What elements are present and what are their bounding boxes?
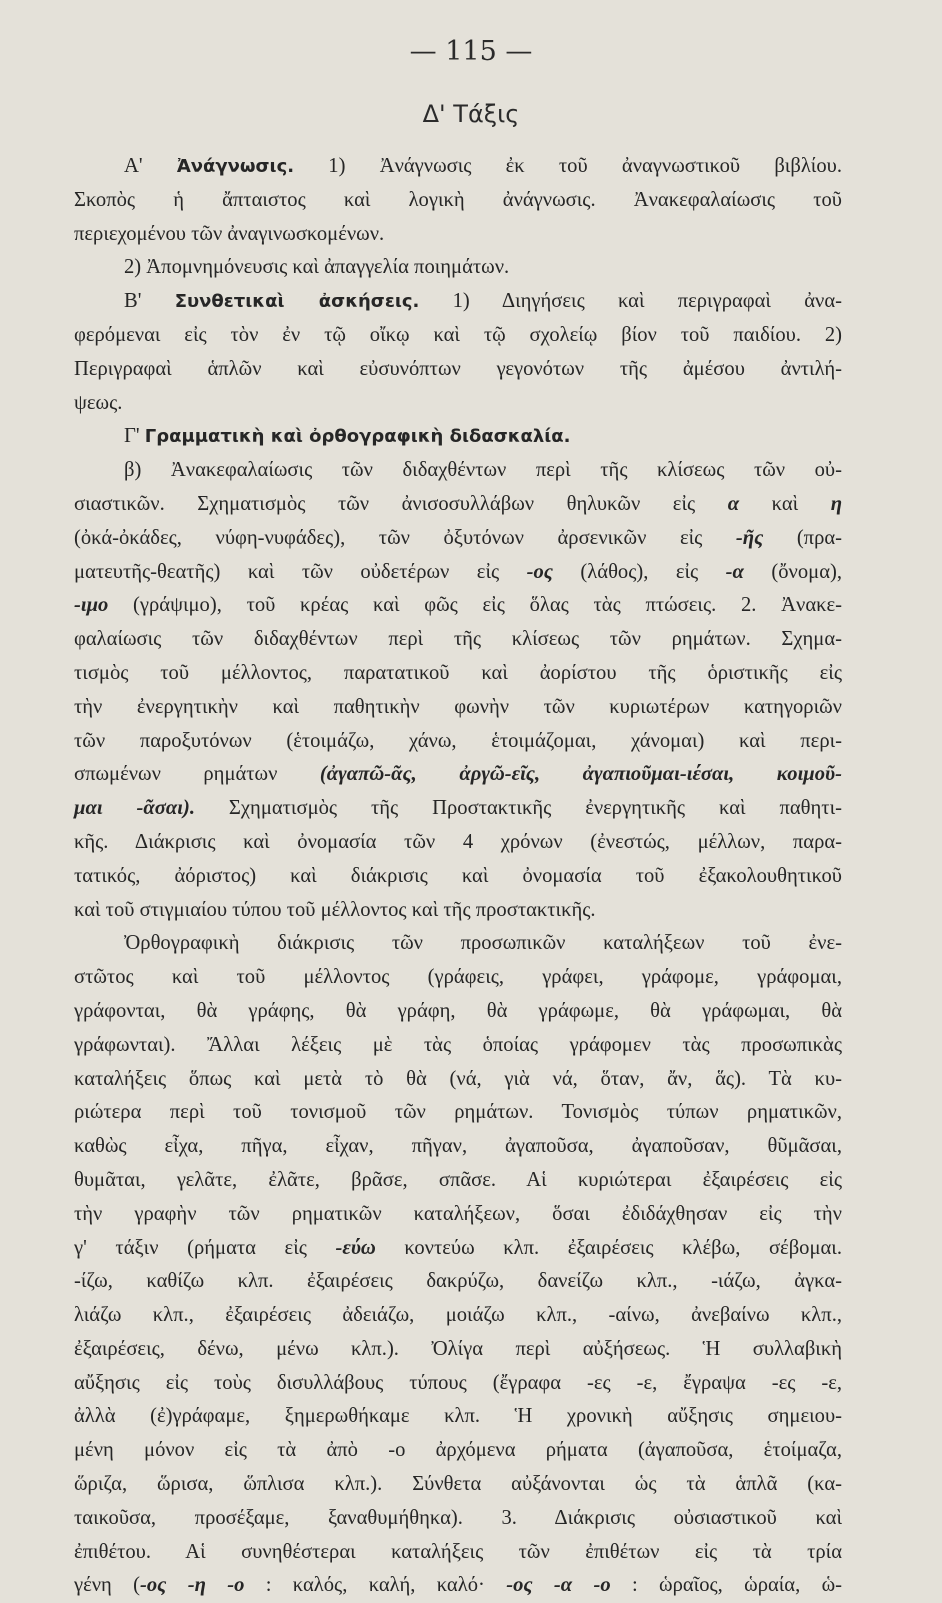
text-line <box>74 961 842 995</box>
text-line <box>74 1299 842 1333</box>
bold-heading-text: Συνθετικαὶ ἀσκήσεις. <box>174 291 420 313</box>
text-line <box>74 1063 842 1097</box>
text-line <box>74 995 842 1029</box>
text-line <box>74 1434 842 1468</box>
line-text: αὔξησις εἰς τοὺς δισυλλάβους τύπους (ἔγραφα -ες -ε, ἔγραψα -ες -ε, <box>74 1371 842 1394</box>
line-text: ἐπιθέτου. Αἱ συνηθέστεραι καταλήξεις τῶν ἐπιθέτων εἰς τὰ τρία <box>74 1540 842 1563</box>
line-text: λιάζω κλπ., ἐξαιρέσεις ἀδειάζω, μοιάζω κλπ., -αίνω, ἀνεβαίνω κλπ., <box>74 1304 842 1327</box>
text-line <box>74 691 842 725</box>
emphasis-text: -εύω <box>335 1236 376 1259</box>
text-line <box>74 1400 842 1434</box>
emphasis-text: α <box>727 492 740 515</box>
line-text: στῶτος καὶ τοῦ μέλλοντος (γράφεις, γράφει, γράφομε, γράφομαι, <box>74 966 842 989</box>
text-line <box>74 589 842 623</box>
line-text: Α' <box>124 155 177 177</box>
line-text: 1) Διηγήσεις καὶ περιγραφαὶ ἀνα- <box>419 290 842 313</box>
line-text: 2) Ἀπομνημόνευσις καὶ ἀπαγγελία ποιημάτων. <box>124 256 510 279</box>
line-text: σπωμένων ρημάτων <box>74 763 320 786</box>
line-text: Γ' <box>124 425 145 448</box>
line-text: : καλός, καλή, καλό· <box>244 1574 507 1597</box>
line-text: Ὀρθογραφικὴ διάκρισις τῶν προσωπικῶν καταλήξεων τοῦ ἐνε- <box>124 932 842 955</box>
line-text: γράφονται, θὰ γράφης, θὰ γράφη, θὰ γράφωμε, θὰ γράφωμαι, θὰ <box>74 999 842 1022</box>
line-text: κοντεύω κλπ. ἐξαιρέσεις κλέβω, σέβομαι. <box>375 1236 842 1259</box>
text-line <box>74 1096 842 1130</box>
line-text: φερόμεναι εἰς τὸν ἐν τῷ οἴκῳ καὶ τῷ σχολείῳ βίον τοῦ παιδίου. 2) <box>74 323 842 346</box>
bold-heading-text: Γραμματικὴ καὶ ὀρθογραφικὴ διδασκαλία. <box>144 426 571 448</box>
line-text: (πρα- <box>763 526 842 549</box>
emphasis-text: η <box>830 492 842 515</box>
line-text: Σκοπὸς ἡ ἄπταιστος καὶ λογικὴ ἀνάγνωσις. Ἀνακεφαλαίωσις τοῦ <box>74 188 842 211</box>
emphasis-text: (ἀγαπῶ-ᾶς, ἀργῶ-εῖς, ἀγαπιοῦμαι-ιέσαι, κοιμοῦ- <box>319 763 842 786</box>
line-text: (γράψιμο), τοῦ κρέας καὶ φῶς εἰς ὅλας τὰς πτώσεις. 2. Ἀνακε- <box>108 594 842 617</box>
text-line <box>74 1502 842 1536</box>
text-line <box>74 251 842 285</box>
line-text: γράφωνται). Ἄλλαι λέξεις μὲ τὰς ὁποίας γράφομεν τὰς προσωπικὰς <box>74 1033 842 1056</box>
text-line <box>74 1536 842 1570</box>
text-line <box>74 1265 842 1299</box>
line-text: ψεως. <box>74 391 123 414</box>
text-line <box>74 792 842 826</box>
text-line <box>74 387 842 421</box>
text-line <box>74 1569 842 1603</box>
text-line <box>74 218 842 252</box>
line-text: Β' <box>124 290 175 313</box>
line-text: ὥριζα, ὥρισα, ὥπλισα κλπ.). Σύνθετα αὐξάνονται ὡς τὰ ἁπλᾶ (κα- <box>74 1473 842 1496</box>
text-line <box>74 1232 842 1266</box>
line-text: ταικοῦσα, προσέξαμε, ξαναθυμήθηκα). 3. Διάκρισις οὐσιαστικοῦ καὶ <box>74 1506 842 1529</box>
line-text: ματευτῆς-θεατῆς) καὶ τῶν οὐδετέρων εἰς <box>74 560 527 583</box>
page-title: Δ' Τάξις <box>422 100 520 128</box>
line-text: ἐξαιρέσεις, δένω, μένω κλπ.). Ὀλίγα περὶ αὐξήσεως. Ἡ συλλαβικὴ <box>74 1337 842 1360</box>
text-line <box>74 657 842 691</box>
text-line <box>74 285 842 319</box>
text-line <box>74 1130 842 1164</box>
text-line <box>74 927 842 961</box>
line-text: καθὼς εἶχα, πῆγα, εἶχαν, πῆγαν, ἀγαποῦσα, ἀγαποῦσαν, θῦμᾶσαι, <box>74 1135 842 1158</box>
line-text: : ὡραῖος, ὡραία, ὡ- <box>610 1574 842 1597</box>
emphasis-text: -ῆς <box>735 526 764 549</box>
line-text: κῆς. Διάκρισις καὶ ὀνομασία τῶν 4 χρόνων (ἐνεστώς, μέλλων, παρα- <box>74 830 842 853</box>
emphasis-text: -ος -α -ο <box>506 1574 611 1597</box>
line-text: τισμὸς τοῦ μέλλοντος, παρατατικοῦ καὶ ἀορίστου τῆς ὁριστικῆς εἰς <box>74 661 842 684</box>
text-line <box>74 1164 842 1198</box>
text-line <box>74 319 842 353</box>
text-line <box>74 1198 842 1232</box>
line-text: β) Ἀνακεφαλαίωσις τῶν διδαχθέντων περὶ τῆς κλίσεως τῶν οὐ- <box>124 459 842 482</box>
line-text: ριώτερα περὶ τοῦ τονισμοῦ τῶν ρημάτων. Τονισμὸς τύπων ρηματικῶν, <box>74 1101 842 1124</box>
line-text: Σχηματισμὸς τῆς Προστακτικῆς ἐνεργητικῆς καὶ παθητι- <box>194 797 842 820</box>
text-line <box>74 1468 842 1502</box>
text-line <box>74 725 842 759</box>
line-text: -ίζω, καθίζω κλπ. ἐξαιρέσεις δακρύζω, δανείζω κλπ., -ιάζω, ἀγκα- <box>74 1270 842 1293</box>
text-line <box>74 522 842 556</box>
text-line <box>74 420 842 454</box>
line-text: καὶ τοῦ στιγμιαίου τύπου τοῦ μέλλοντος καὶ τῆς προστακτικῆς. <box>74 898 596 921</box>
bold-heading-text: Ἀνάγνωσις. <box>176 156 295 177</box>
text-line <box>74 623 842 657</box>
text-line <box>74 1333 842 1367</box>
emphasis-text: μαι -ᾶσαι). <box>74 797 195 820</box>
line-text: (λάθος), εἰς <box>552 560 726 583</box>
emphasis-text: -α <box>725 560 744 583</box>
line-text: (ὀκά-ὀκάδες, νύφη-νυφάδες), τῶν ὀξυτόνων ἀρσενικῶν εἰς <box>74 526 736 549</box>
line-text: γένη ( <box>74 1574 141 1597</box>
text-line <box>74 758 842 792</box>
emphasis-text: -ος -η -ο <box>140 1574 245 1597</box>
line-text: περιεχομένου τῶν ἀναγινωσκομένων. <box>74 222 385 245</box>
text-line <box>74 353 842 387</box>
line-text: γ' τάξιν (ρήματα εἰς <box>74 1236 336 1259</box>
page-number: — 115 — <box>409 36 533 67</box>
line-text: καταλήξεις ὅπως καὶ μετὰ τὸ θὰ (νά, γιὰ νά, ὅταν, ἄν, ἅς). Τὰ κυ- <box>74 1067 842 1090</box>
text-line <box>74 1029 842 1063</box>
text-line <box>74 556 842 590</box>
text-line <box>74 860 842 894</box>
line-text: φαλαίωσις τῶν διδαχθέντων περὶ τῆς κλίσεως τῶν ρημάτων. Σχημα- <box>74 628 842 651</box>
line-text: Περιγραφαὶ ἁπλῶν καὶ εὐσυνόπτων γεγονότων τῆς ἀμέσου ἀντιλή- <box>74 357 842 380</box>
line-text: σιαστικῶν. Σχηματισμὸς τῶν ἀνισοσυλλάβων θηλυκῶν εἰς <box>74 492 728 515</box>
line-text: τατικός, ἀόριστος) καὶ διάκρισις καὶ ὀνομασία τοῦ ἐξακολουθητικοῦ <box>74 864 842 887</box>
body-text <box>74 150 842 1603</box>
text-line <box>74 894 842 928</box>
line-text: θυμᾶται, γελᾶτε, ἐλᾶτε, βρᾶσε, σπᾶσε. Αἱ κυριώτεραι ἐξαιρέσεις εἰς <box>74 1168 842 1191</box>
emphasis-text: -ος <box>526 560 553 583</box>
text-line <box>74 184 842 218</box>
text-line <box>74 1367 842 1401</box>
line-text: (ὄνομα), <box>743 560 843 583</box>
text-line <box>74 454 842 488</box>
line-text: καὶ <box>739 492 831 515</box>
text-line <box>74 826 842 860</box>
text-line <box>74 150 842 184</box>
emphasis-text: -ιμο <box>74 594 109 617</box>
line-text: τὴν ἐνεργητικὴν καὶ παθητικὴν φωνὴν τῶν κυριωτέρων κατηγοριῶν <box>74 695 842 718</box>
line-text: ἀλλὰ (ἐ)γράφαμε, ξημερωθήκαμε κλπ. Ἡ χρονικὴ αὔξησις σημειου- <box>74 1405 842 1428</box>
text-line <box>74 488 842 522</box>
line-text: τῶν παροξυτόνων (ἑτοιμάζω, χάνω, ἑτοιμάζομαι, χάνομαι) καὶ περι- <box>74 729 842 752</box>
line-text: 1) Ἀνάγνωσις ἐκ τοῦ ἀναγνωστικοῦ βιβλίου. <box>294 155 842 177</box>
line-text: τὴν γραφὴν τῶν ρηματικῶν καταλήξεων, ὅσαι ἐδιδάχθησαν εἰς τὴν <box>74 1202 842 1225</box>
line-text: μένη μόνον εἰς τὰ ἀπὸ -ο ἀρχόμενα ρήματα (ἀγαποῦσα, ἑτοίμαζα, <box>74 1439 842 1462</box>
